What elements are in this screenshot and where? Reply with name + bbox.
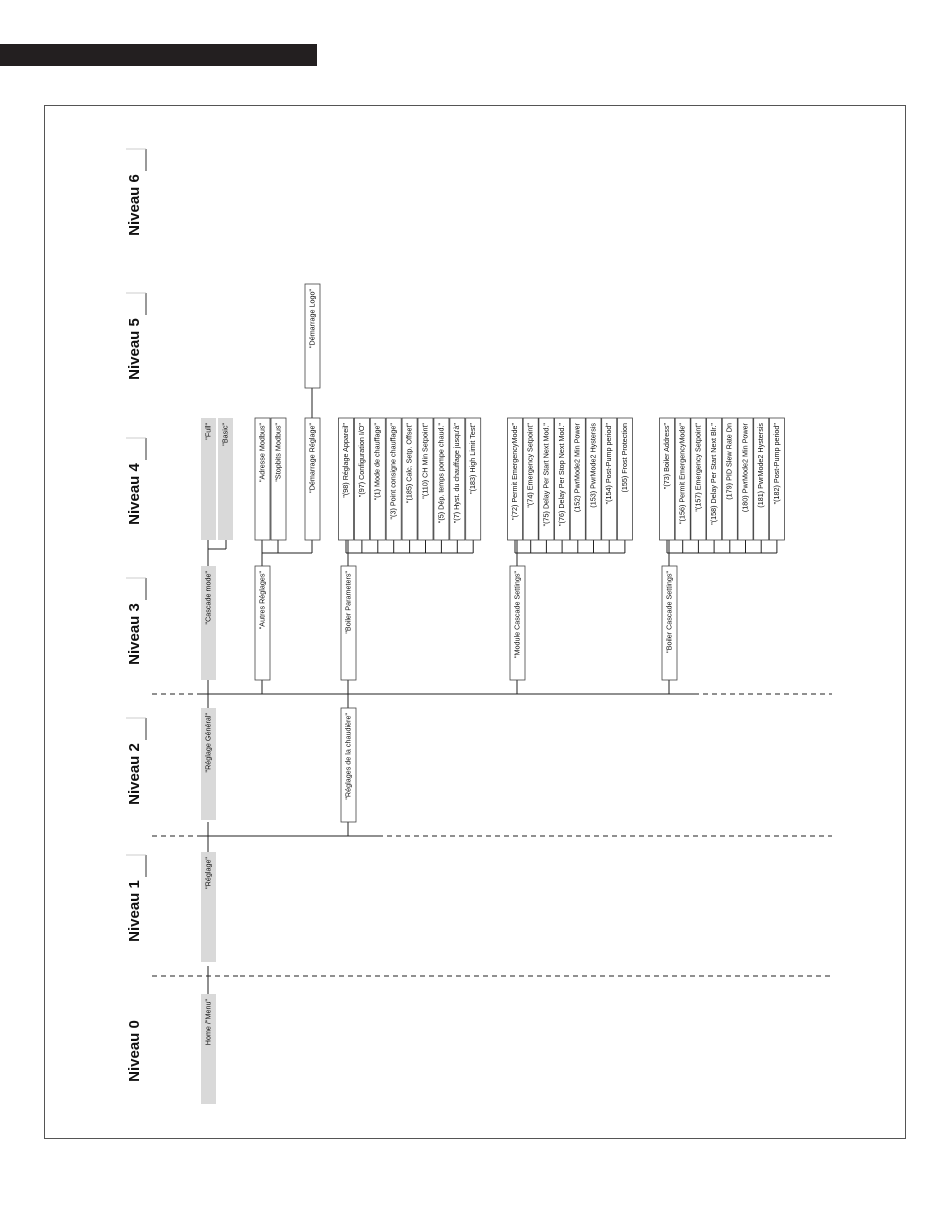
- node-stopbits-modbus-label: "Stopbits Modbus": [273, 423, 283, 482]
- node-boiler-setting-1-label: "(156) Permit EmergencyMode": [677, 423, 687, 524]
- node-reglage-label: "Réglage": [203, 857, 213, 889]
- node-boiler-setting-5: [738, 418, 753, 540]
- level-label-3: Niveau 3: [125, 603, 143, 665]
- node-boiler-param-0-label: "(98) Réglage Appareil": [340, 423, 350, 498]
- node-module-setting-2-label: "(75) Delay Per Start Next Mod.": [541, 423, 551, 527]
- node-boiler-setting-0: [660, 418, 675, 540]
- node-boiler-setting-7: [769, 418, 784, 540]
- node-autres-reglages-label: "Autres Réglages": [257, 571, 267, 630]
- node-module-setting-3-label: "(76) Delay Per Stop Next Mod.": [557, 423, 567, 526]
- node-module-setting-7: [617, 418, 632, 540]
- level-label-2: Niveau 2: [125, 743, 143, 805]
- node-module-setting-2: [539, 418, 554, 540]
- node-boiler-parameters-label: "Boiler Parameters": [343, 571, 353, 634]
- node-cascade-mode-label: "Cascade mode": [203, 571, 213, 625]
- node-module-cascade-settings-label: "Module Cascade Settings": [512, 571, 522, 659]
- node-boiler-param-7-label: "(7) Hyst. du chauffage jusqu'à": [452, 423, 462, 524]
- node-boiler-param-3: [386, 418, 401, 540]
- node-boiler-param-4-label: "(185) Calc. Setp. Offset": [404, 423, 414, 504]
- node-demarrage-logo: [305, 284, 320, 388]
- node-boiler-param-4: [402, 418, 417, 540]
- node-cascade-mode: [201, 566, 216, 680]
- node-boiler-param-5: [418, 418, 433, 540]
- node-boiler-param-8-label: "(183) High Limit Test": [468, 423, 478, 494]
- node-boiler-param-2: [370, 418, 385, 540]
- node-basic-label: "Basic": [220, 423, 230, 446]
- node-boiler-setting-0-label: "(73) Boiler Address": [661, 423, 671, 490]
- level-label-0: Niveau 0: [125, 1020, 143, 1082]
- node-boiler-setting-2: [691, 418, 706, 540]
- node-module-setting-6: [602, 418, 617, 540]
- node-demarrage-logo-label: "Démarrage Logo": [307, 289, 317, 349]
- node-reglages-chaudiere-label: "Réglages de la chaudière": [343, 713, 353, 800]
- node-boiler-setting-7-label: "(182) Post-Pump period": [771, 423, 781, 505]
- node-module-setting-5-label: (153) PwrMode2 Hystersis: [588, 423, 598, 508]
- node-boiler-param-5-label: "(110) CH Min Setpoint": [420, 423, 430, 499]
- node-adresse-modbus: [255, 418, 270, 540]
- node-reglage-general-label: "Réglage Général": [203, 713, 213, 773]
- node-module-setting-0: [508, 418, 523, 540]
- node-home-menu-label: Home /"Menu": [203, 999, 213, 1046]
- node-boiler-param-1: [354, 418, 369, 540]
- node-boiler-setting-3-label: "(158) Delay Per Start Next Blr.": [709, 423, 719, 525]
- node-module-setting-6-label: "(154) Post-Pump period": [604, 423, 614, 505]
- node-full: [201, 418, 216, 540]
- node-boiler-param-0: [339, 418, 354, 540]
- node-boiler-param-1-label: "(97) Configuration I/O": [356, 423, 366, 498]
- node-home-menu: [201, 994, 216, 1104]
- level-label-1: Niveau 1: [125, 880, 143, 942]
- node-adresse-modbus-label: "Adresse Modbus": [257, 423, 267, 483]
- node-module-setting-5: [586, 418, 601, 540]
- level-label-4: Niveau 4: [125, 463, 143, 525]
- node-demarrage-reglage: [305, 418, 320, 540]
- level-label-6: Niveau 6: [125, 174, 143, 236]
- node-boiler-setting-4-label: (179) PID Slew Rate Dn: [724, 423, 734, 500]
- node-boiler-param-3-label: "(3) Point consigne chauffage": [388, 423, 398, 520]
- node-boiler-setting-1: [675, 418, 690, 540]
- node-boiler-param-6-label: "(5) Dép. temps pompe chaud.": [436, 423, 446, 524]
- node-boiler-parameters: [341, 566, 356, 680]
- node-basic: [218, 418, 233, 540]
- node-stopbits-modbus: [271, 418, 286, 540]
- node-reglage: [201, 852, 216, 962]
- node-module-setting-1-label: "(74) Emergency Setpoint": [525, 423, 535, 508]
- node-module-setting-1: [523, 418, 538, 540]
- node-autres-reglages: [255, 566, 270, 680]
- node-boiler-param-8: [466, 418, 481, 540]
- node-full-label: "Full": [203, 423, 213, 440]
- node-boiler-cascade-settings: [662, 566, 677, 680]
- node-boiler-setting-6: [754, 418, 769, 540]
- node-boiler-param-6: [434, 418, 449, 540]
- node-boiler-setting-5-label: (180) PwrMode2 Min Power: [740, 423, 750, 513]
- node-module-cascade-settings: [510, 566, 525, 680]
- node-module-setting-3: [555, 418, 570, 540]
- node-module-setting-4-label: (152) PwrMode2 Min Power: [572, 423, 582, 513]
- node-boiler-setting-6-label: (181) PwrMode2 Hystersis: [756, 423, 766, 508]
- level-label-5: Niveau 5: [125, 318, 143, 380]
- node-boiler-setting-3: [707, 418, 722, 540]
- node-boiler-setting-4: [722, 418, 737, 540]
- node-demarrage-reglage-label: "Démarrage Réglage": [307, 423, 317, 493]
- node-boiler-cascade-settings-label: "Boiler Cascade Settings": [664, 571, 674, 653]
- node-module-setting-0-label: "(72) Permit EmergencyMode": [509, 423, 519, 520]
- node-boiler-param-2-label: "(1) Mode de chauffage": [372, 423, 382, 501]
- node-reglages-chaudiere: [341, 708, 356, 822]
- node-reglage-general: [201, 708, 216, 820]
- node-boiler-setting-2-label: "(157) Emergency Setpoint": [693, 423, 703, 512]
- node-boiler-param-7: [450, 418, 465, 540]
- node-module-setting-7-label: (155) Frost Protection: [619, 423, 629, 493]
- node-module-setting-4: [570, 418, 585, 540]
- level-labels: [126, 149, 146, 1082]
